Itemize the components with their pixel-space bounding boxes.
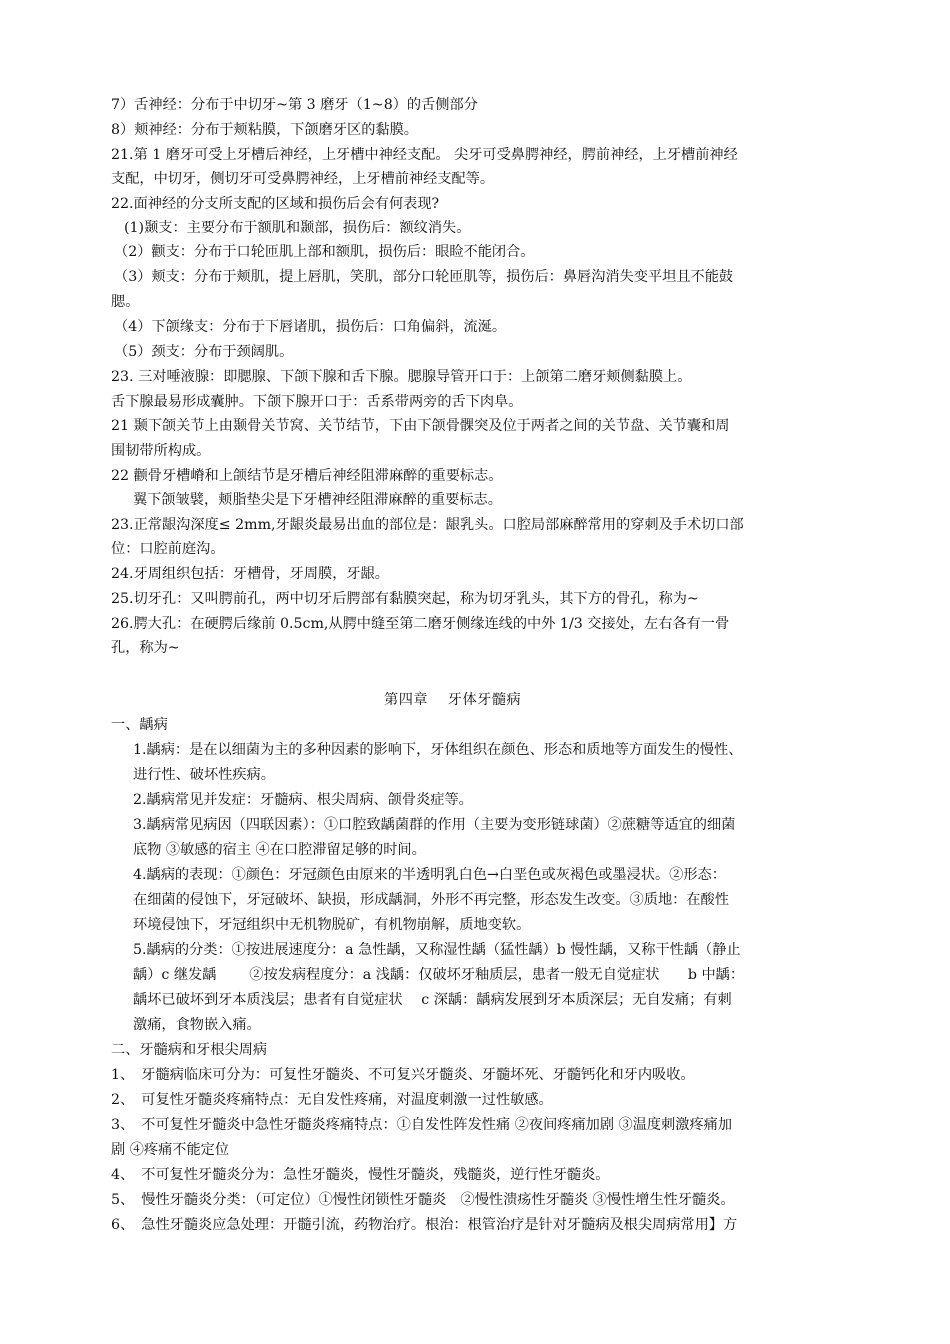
text-line: （3）颊支：分布于颊肌，提上唇肌，笑肌，部分口轮匝肌等，损伤后：鼻唇沟消失变平坦且不能鼓	[114, 269, 734, 285]
text-line: 3.龋病常见病因（四联因素）：①口腔致龋菌群的作用（主要为变形链球菌）②蔗糖等适宜的细菌	[133, 817, 736, 833]
text-line: 底物 ③敏感的宿主 ④在口腔滞留足够的时间。	[133, 842, 426, 858]
text-line: 进行性、破坏性疾病。	[133, 767, 275, 783]
text-line: （4）下颌缘支：分布于下唇诸肌，损伤后：口角偏斜，流涎。	[114, 319, 507, 335]
text-line: 22.面神经的分支所支配的区域和损伤后会有何表现?	[111, 196, 440, 212]
text-line: 6、 急性牙髓炎应急处理：开髓引流，药物治疗。根治：根管治疗是针对牙髓病及根尖周病常用】方	[111, 1217, 738, 1233]
text-line: 剧 ④疼痛不能定位	[111, 1142, 230, 1158]
text-line: 环境侵蚀下，牙冠组织中无机物脱矿，有机物崩解，质地变软。	[133, 917, 531, 933]
text-line: 舌下腺最易形成囊肿。下颌下腺开口于：舌系带两旁的舌下肉阜。	[111, 394, 523, 410]
text-line: 7）舌神经：分布于中切牙~第 3 磨牙（1~8）的舌侧部分	[111, 97, 478, 113]
text-line: 8）颊神经：分布于颊粘膜，下颌磨牙区的黏膜。	[111, 122, 418, 138]
text-line: （2）颧支：分布于口轮匝肌上部和额肌，损伤后：眼睑不能闭合。	[114, 244, 535, 260]
text-line: 龋坏已破坏到牙本质浅层；患者有自觉症状 c 深龋：龋病发展到牙本质深层；无自发痛；有刺	[133, 992, 732, 1008]
text-line: 2、 可复性牙髓炎疼痛特点：无自发性疼痛，对温度刺激一过性敏感。	[111, 1092, 553, 1108]
text-line: 23.正常龈沟深度≤ 2mm,牙龈炎最易出血的部位是：龈乳头。口腔局部麻醉常用的穿刺及手术切口部	[111, 517, 744, 533]
text-line: （5）颈支：分布于颈阔肌。	[114, 344, 294, 360]
text-line: 4、 不可复性牙髓炎分为：急性牙髓炎，慢性牙髓炎，残髓炎，逆行性牙髓炎。	[111, 1167, 610, 1183]
text-line: 3、 不可复性牙髓炎中急性牙髓炎疼痛特点：①自发性阵发性痛 ②夜间疼痛加剧 ③温度刺激疼痛加	[111, 1117, 733, 1133]
chapter-title-text: 第四章 牙体牙髓病	[384, 692, 522, 708]
text-line: 翼下颌皱襞，颊脂垫尖是下牙槽神经阻滞麻醉的重要标志。	[133, 492, 502, 508]
text-line: 26.腭大孔：在硬腭后缘前 0.5cm,从腭中缝至第二磨牙侧缘连线的中外 1/3 交接处，左右各有一骨	[111, 616, 730, 632]
text-line: 在细菌的侵蚀下，牙冠破坏、缺损，形成龋洞，外形不再完整，形态发生改变。③质地：在酸性	[133, 892, 729, 908]
text-line: 激痛，食物嵌入痛。	[133, 1017, 261, 1033]
text-line: 21.第 1 磨牙可受上牙槽后神经，上牙槽中神经支配。 尖牙可受鼻腭神经，腭前神经，上牙槽前神经	[111, 147, 738, 163]
text-line: 4.龋病的表现：①颜色：牙冠颜色由原来的半透明乳白色→白垩色或灰褐色或墨浸状。②形态：	[133, 867, 726, 883]
text-line: 25.切牙孔：又叫腭前孔，两中切牙后腭部有黏膜突起，称为切牙乳头，其下方的骨孔，称为~	[111, 591, 699, 607]
text-line: 23. 三对唾液腺：即腮腺、下颌下腺和舌下腺。腮腺导管开口于：上颌第二磨牙颊侧黏膜上。	[111, 369, 692, 385]
text-line: 24.牙周组织包括：牙槽骨，牙周膜，牙龈。	[111, 566, 389, 582]
text-line: 21 颞下颌关节上由颞骨关节窝、关节结节，下由下颌骨髁突及位于两者之间的关节盘、关节囊和周	[111, 418, 730, 434]
section-heading: 二、牙髓病和牙根尖周病	[111, 1042, 268, 1058]
text-line: (1)颞支：主要分布于额肌和颞部，损伤后：额纹消失。	[124, 220, 471, 236]
text-line: 腮。	[111, 294, 140, 310]
text-line: 孔，称为~	[111, 640, 180, 656]
text-line: 位：口腔前庭沟。	[111, 541, 225, 557]
text-line: 5.龋病的分类：①按进展速度分：a 急性龋，又称湿性龋（猛性龋）b 慢性龋，又称干性龋（静止	[133, 942, 741, 958]
text-line: 围韧带所构成。	[111, 443, 211, 459]
section-heading: 一、龋病	[111, 717, 168, 733]
text-line: 支配，中切牙，侧切牙可受鼻腭神经，上牙槽前神经支配等。	[111, 171, 495, 187]
text-line: 1.龋病：是在以细菌为主的多种因素的影响下，牙体组织在颜色、形态和质地等方面发生的慢性、	[133, 742, 743, 758]
text-line: 2.龋病常见并发症：牙髓病、根尖周病、颌骨炎症等。	[133, 792, 473, 808]
text-line: 22 颧骨牙槽嵴和上颌结节是牙槽后神经阻滞麻醉的重要标志。	[111, 468, 503, 484]
text-line: 1、 牙髓病临床可分为：可复性牙髓炎、不可复兴牙髓炎、牙髓坏死、牙髓钙化和牙内吸收。	[111, 1067, 695, 1083]
text-line: 5、 慢性牙髓炎分类：（可定位）①慢性闭锁性牙髓炎 ②慢性溃疡性牙髓炎 ③慢性增生性牙髓炎。	[111, 1192, 735, 1208]
text-line: 龋）c 继发龋 ②按发病程度分：a 浅龋：仅破坏牙釉质层，患者一般无自觉症状 b 中龋：	[133, 967, 745, 983]
